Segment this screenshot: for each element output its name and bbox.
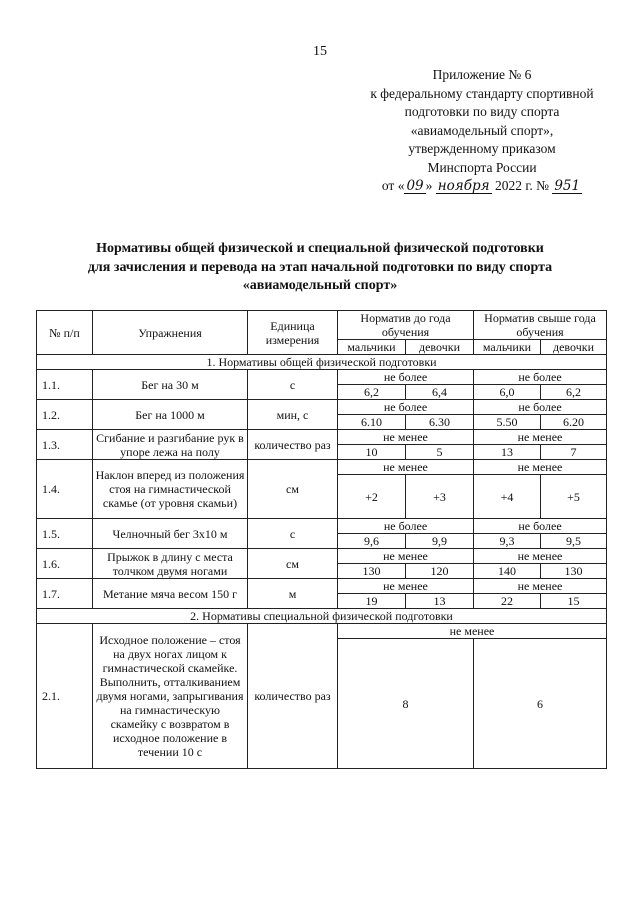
requirement-label: не менее	[474, 549, 607, 564]
value-cell: +2	[338, 475, 406, 519]
standards-table	[36, 310, 607, 769]
appendix-line: Минспорта России	[427, 159, 537, 175]
row-number: 2.1.	[37, 624, 93, 769]
appendix-line: утвержденному приказом	[408, 141, 556, 156]
header-under-1-year: Норматив до года обучения	[338, 311, 474, 340]
row-number: 1.7.	[37, 579, 93, 609]
header-boys: мальчики	[338, 340, 406, 355]
row-unit: с	[248, 370, 338, 400]
header-exercise: Упражнения	[93, 311, 248, 355]
value-cell: 6.10	[338, 415, 406, 430]
header-over-1-year: Норматив свыше года обучения	[474, 311, 607, 340]
value-cell: 6.30	[406, 415, 474, 430]
row-exercise: Челночный бег 3х10 м	[93, 519, 248, 549]
row-number: 1.2.	[37, 400, 93, 430]
requirement-label: не более	[338, 370, 474, 385]
header-boys: мальчики	[474, 340, 541, 355]
requirement-label: не более	[338, 519, 474, 534]
requirement-label: не менее	[474, 430, 607, 445]
section-heading: 2. Нормативы специальной физической подготовки	[37, 609, 607, 624]
value-cell: 6	[474, 639, 607, 769]
value-cell: 9,5	[541, 534, 607, 549]
order-line	[352, 177, 612, 196]
appendix-block	[352, 66, 612, 196]
requirement-label: не менее	[338, 624, 607, 639]
value-cell: 13	[474, 445, 541, 460]
requirement-label: не менее	[338, 460, 474, 475]
value-cell: +4	[474, 475, 541, 519]
requirement-label: не менее	[338, 579, 474, 594]
value-cell: +5	[541, 475, 607, 519]
row-exercise: Исходное положение – стоя на двух ногах лицом к гимнастической скамейке. Выполнить, отталкиванием двумя ногами, запрыгивания на гимнастическую скамейку с возвратом в исходное положение в течении 10 с	[93, 624, 248, 769]
header-girls: девочки	[406, 340, 474, 355]
value-cell: 130	[541, 564, 607, 579]
row-unit: см	[248, 549, 338, 579]
value-cell: 120	[406, 564, 474, 579]
title-line: «авиамодельный спорт»	[242, 278, 398, 293]
value-cell: 6,0	[474, 385, 541, 400]
page-number: 15	[313, 44, 327, 59]
value-cell: 8	[338, 639, 474, 769]
row-number: 1.4.	[37, 460, 93, 519]
row-exercise: Бег на 1000 м	[93, 400, 248, 430]
value-cell: 5.50	[474, 415, 541, 430]
value-cell: 6,4	[406, 385, 474, 400]
value-cell: 130	[338, 564, 406, 579]
row-exercise: Прыжок в длину с места толчком двумя ногами	[93, 549, 248, 579]
value-cell: 140	[474, 564, 541, 579]
requirement-label: не более	[474, 519, 607, 534]
order-day: 09	[406, 178, 424, 194]
requirement-label: не менее	[338, 430, 474, 445]
row-number: 1.1.	[37, 370, 93, 400]
value-cell: 22	[474, 594, 541, 609]
requirement-label: не менее	[338, 549, 474, 564]
header-girls: девочки	[541, 340, 607, 355]
row-exercise: Сгибание и разгибание рук в упоре лежа на полу	[93, 430, 248, 460]
row-unit: см	[248, 460, 338, 519]
requirement-label: не более	[474, 400, 607, 415]
row-unit: м	[248, 579, 338, 609]
value-cell: 15	[541, 594, 607, 609]
title-line: Нормативы общей физической и специальной физической подготовки	[96, 241, 544, 256]
row-unit: количество раз	[248, 624, 338, 769]
requirement-label: не менее	[474, 579, 607, 594]
order-year: 2022 г. №	[494, 178, 549, 193]
row-number: 1.5.	[37, 519, 93, 549]
value-cell: 10	[338, 445, 406, 460]
row-unit: с	[248, 519, 338, 549]
header-num: № п/п	[37, 311, 93, 355]
row-number: 1.6.	[37, 549, 93, 579]
requirement-label: не более	[338, 400, 474, 415]
value-cell: 9,3	[474, 534, 541, 549]
document-title	[40, 240, 600, 296]
row-exercise: Наклон вперед из положения стоя на гимнастической скамье (от уровня скамьи)	[93, 460, 248, 519]
value-cell: 13	[406, 594, 474, 609]
value-cell: 7	[541, 445, 607, 460]
row-number: 1.3.	[37, 430, 93, 460]
order-prefix: от «	[381, 178, 405, 193]
value-cell: 9,9	[406, 534, 474, 549]
appendix-line: к федеральному стандарту спортивной	[370, 85, 594, 101]
row-unit: мин, с	[248, 400, 338, 430]
appendix-title: Приложение № 6	[432, 67, 532, 82]
value-cell: 19	[338, 594, 406, 609]
requirement-label: не более	[474, 370, 607, 385]
appendix-line: «авиамодельный спорт»,	[410, 122, 554, 138]
row-exercise: Бег на 30 м	[93, 370, 248, 400]
order-number: 951	[554, 178, 581, 194]
value-cell: 6.20	[541, 415, 607, 430]
requirement-label: не менее	[474, 460, 607, 475]
section-heading: 1. Нормативы общей физической подготовки	[37, 355, 607, 370]
value-cell: 6,2	[338, 385, 406, 400]
header-unit: Единица измерения	[248, 311, 338, 355]
order-month: ноября	[437, 178, 490, 194]
title-line: для зачисления и перевода на этап начальной подготовки по виду спорта	[87, 259, 553, 275]
order-mid: »	[425, 178, 433, 193]
row-unit: количество раз	[248, 430, 338, 460]
row-exercise: Метание мяча весом 150 г	[93, 579, 248, 609]
value-cell: 6,2	[541, 385, 607, 400]
value-cell: 5	[406, 445, 474, 460]
value-cell: 9,6	[338, 534, 406, 549]
appendix-line: подготовки по виду спорта	[404, 104, 560, 119]
value-cell: +3	[406, 475, 474, 519]
